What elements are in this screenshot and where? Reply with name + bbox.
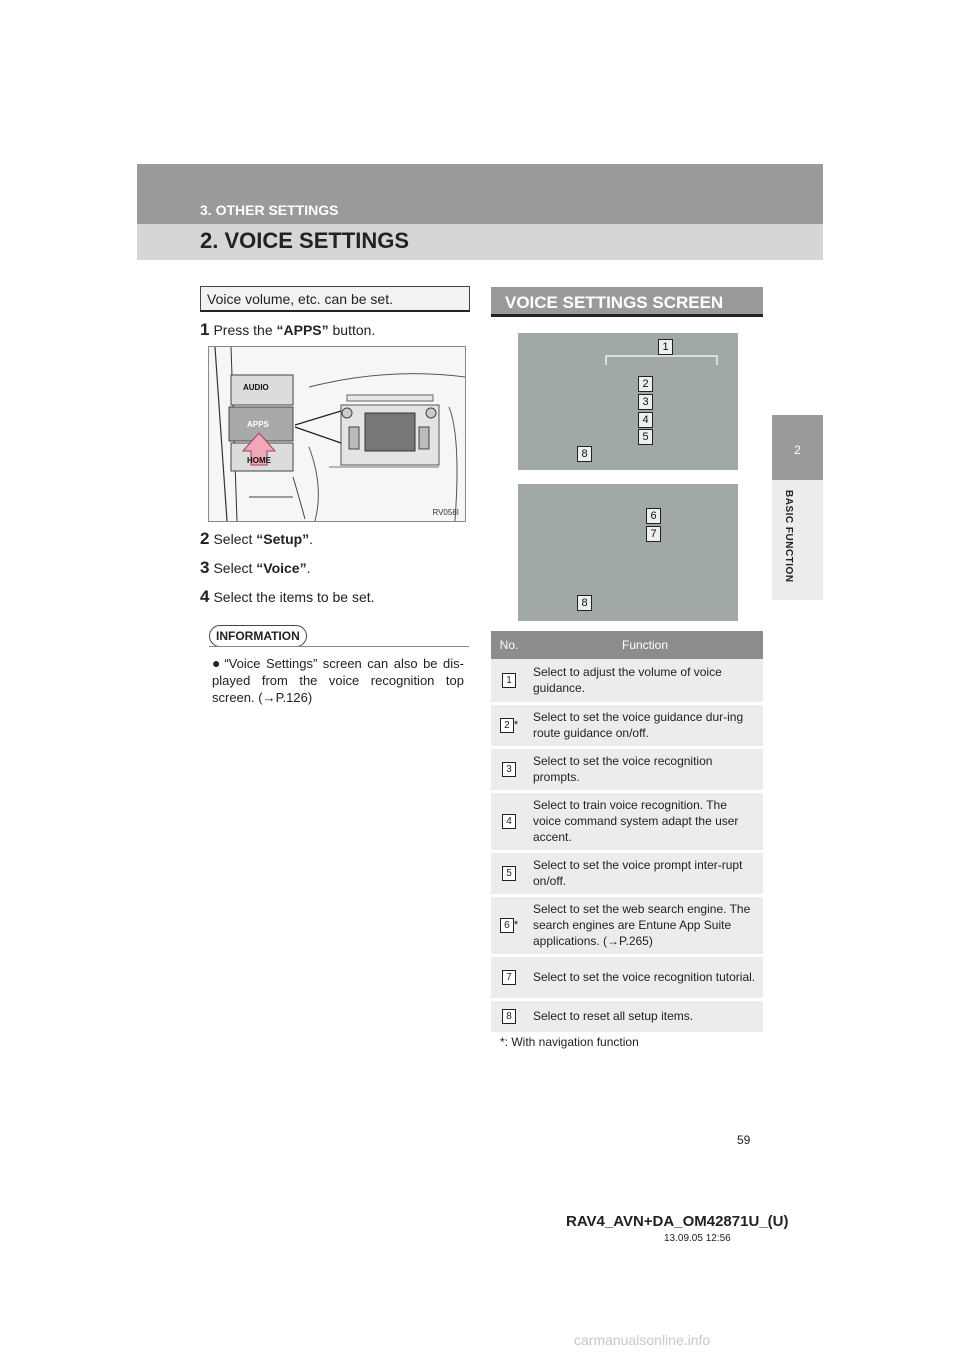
page-number: 59	[737, 1133, 751, 1147]
information-badge: INFORMATION	[209, 625, 307, 647]
callout-7: 7	[646, 526, 661, 542]
number-box: 7	[502, 970, 516, 985]
number-box: 4	[502, 814, 516, 829]
watermark: carmanualsonline.info	[574, 1332, 711, 1348]
step-1: 1 Press the “APPS” button.	[200, 320, 376, 339]
function-text: Select to reset all setup items.	[527, 999, 763, 1033]
table-row: 2 * Select to set the voice guidance dur-ing route guidance on/off.	[491, 703, 763, 747]
callout-bracket	[518, 333, 738, 470]
callout-4: 4	[638, 412, 653, 428]
information-text: ● “Voice Settings” screen can also be dis-played from the voice recognition top screen. (→P.126)	[212, 655, 464, 705]
function-text: Select to set the voice recognition tutorial.	[527, 955, 763, 999]
audio-button-label: AUDIO	[243, 383, 269, 392]
callout-1: 1	[658, 339, 673, 355]
function-text: Select to set the voice prompt inter-rupt on/off.	[527, 851, 763, 895]
callout-2: 2	[638, 376, 653, 392]
number-box: 5	[502, 866, 516, 881]
callout-6: 6	[646, 508, 661, 524]
number-box: 2	[500, 718, 514, 733]
screen-section-title: VOICE SETTINGS SCREEN	[491, 287, 763, 317]
function-text: Select to set the voice recognition prompts.	[527, 747, 763, 791]
number-box: 8	[502, 1009, 516, 1024]
page-title: 2. VOICE SETTINGS	[200, 228, 410, 253]
apps-button-label: APPS	[247, 420, 269, 429]
function-text: Select to adjust the volume of voice guidance.	[527, 659, 763, 703]
information-divider	[209, 646, 469, 647]
table-row	[491, 851, 763, 895]
step-4: 4 Select the items to be set.	[200, 587, 375, 606]
table-row	[491, 999, 763, 1033]
chapter-strip	[772, 480, 823, 600]
home-button-label: HOME	[247, 456, 271, 465]
screen-image-2	[518, 484, 738, 621]
image-code: RV058I	[432, 508, 459, 517]
table-row	[491, 791, 763, 851]
apps-button-photo	[208, 346, 466, 522]
intro-box: Voice volume, etc. can be set.	[200, 286, 470, 312]
function-table	[491, 631, 763, 1035]
table-row	[491, 955, 763, 999]
callout-5: 5	[638, 429, 653, 445]
function-text: Select to set the web search engine. The search engines are Entune App Suite applications. (→P.265)	[527, 895, 763, 955]
screen-image-1	[518, 333, 738, 470]
function-text: Select to set the voice guidance dur-ing route guidance on/off.	[527, 703, 763, 747]
bullet-icon: ●	[212, 655, 223, 671]
footnote: *: With navigation function	[500, 1035, 639, 1049]
number-box: 6	[500, 918, 514, 933]
table-row	[491, 659, 763, 703]
chapter-number: 2	[794, 443, 801, 457]
column-header-function: Function	[527, 631, 763, 659]
callout-3: 3	[638, 394, 653, 410]
number-box: 3	[502, 762, 516, 777]
chapter-label: BASIC FUNCTION	[783, 490, 794, 583]
column-header-no: No.	[491, 631, 527, 659]
dashboard-illustration	[209, 347, 465, 521]
step-3: 3 Select “Voice”.	[200, 558, 311, 577]
document-date: 13.09.05 12:56	[664, 1233, 731, 1244]
document-code: RAV4_AVN+DA_OM42871U_(U)	[566, 1213, 789, 1230]
number-box: 1	[502, 673, 516, 688]
callout-8: 8	[577, 446, 592, 462]
step-2: 2 Select “Setup”.	[200, 529, 314, 548]
function-text: Select to train voice recognition. The voice command system adapt the user accent.	[527, 791, 763, 851]
table-row: 6 * Select to set the web search engine. The search engines are Entune App Suite applications. (→P.265)	[491, 895, 763, 955]
callout-8-second: 8	[577, 595, 592, 611]
section-heading: 3. OTHER SETTINGS	[200, 202, 339, 218]
table-row	[491, 747, 763, 791]
